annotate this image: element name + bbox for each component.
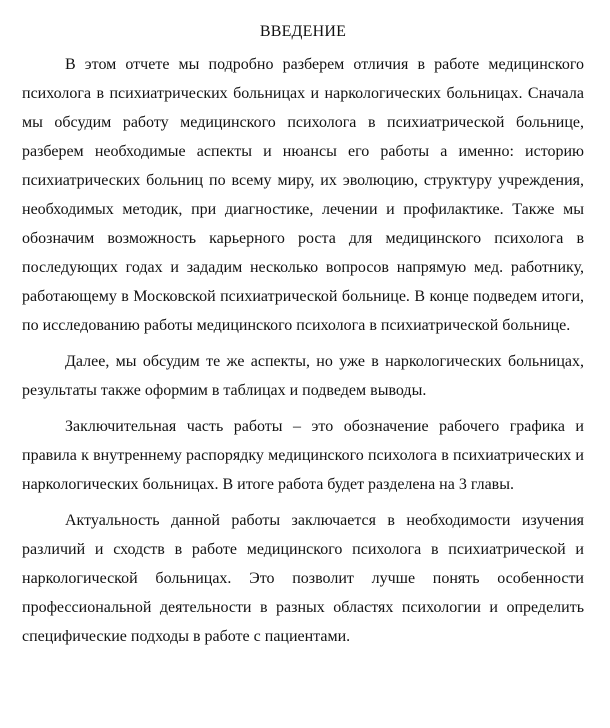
document-page	[22, 20, 584, 658]
page-title: ВВЕДЕНИЕ	[259, 23, 347, 40]
paragraph-intro: В этом отчете мы подробно разберем отличия в работе медицинского психолога в психиатрических больницах и наркологических больницах. Сначала мы обсудим работу медицинского психолога в психиатрической больнице, разберем необходимые аспекты и нюансы его работы а именно: историю психиатрических больниц по всему миру, их эволюцию, структуру учреждения, необходимых методик, при диагностике, лечении и профилактике. Также мы обозначим возможность карьерного роста для медицинского психолога в последующих годах и зададим несколько вопросов напрямую мед. работнику, работающему в Московской психиатрической больнице. В конце подведем итоги, по исследованию работы медицинского психолога в психиатрической больнице.	[22, 56, 584, 334]
paragraph-relevance: Актуальность данной работы заключается в необходимости изучения различий и сходств в работе медицинского психолога в психиатрической и наркологической больницах. Это позволит лучше понять особенности профессиональной деятельности в разных областях психологии и определить специфические подходы в работе с пациентами.	[22, 512, 584, 645]
paragraph-narcology: Далее, мы обсудим те же аспекты, но уже в наркологических больницах, результаты также оформим в таблицах и подведем выводы.	[22, 353, 584, 399]
paragraph-conclusion: Заключительная часть работы – это обозначение рабочего графика и правила к внутреннему распорядку медицинского психолога в психиатрических и наркологических больницах. В итоге работа будет разделена на 3 главы.	[22, 418, 584, 493]
